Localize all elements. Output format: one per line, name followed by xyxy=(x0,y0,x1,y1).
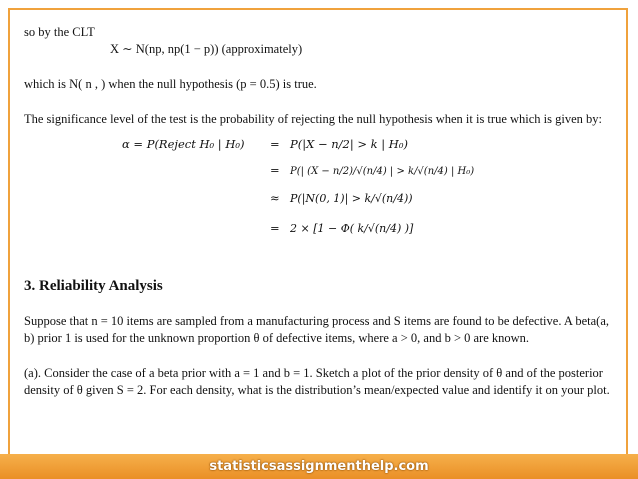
null-hypothesis-text: which is N( n , ) when the null hypothesis (p = 0.5) is true. xyxy=(24,77,317,91)
formula-expr-4: 2 × [1 − Φ( k/√(n/4) )] xyxy=(290,222,414,235)
formula-op-3: ≈ xyxy=(270,191,280,205)
part-a-paragraph: (a). Consider the case of a beta prior with a = 1 and b = 1. Sketch a plot of the prior density of θ and of the posterior density of θ given S = 2. For each density, what is the distribution’s mean/expected value and identify it on your plot. xyxy=(24,366,610,397)
footer-banner xyxy=(0,454,638,479)
formula-expr-2: P(| (X − n/2)/√(n/4) | > k/√(n/4) | H₀) xyxy=(290,166,475,177)
section-title: 3. Reliability Analysis xyxy=(24,278,163,294)
clt-intro: so by the CLT xyxy=(24,25,95,39)
formula-expr-3: P(|N(0, 1)| > k/√(n/4)) xyxy=(290,192,413,205)
problem-paragraph: Suppose that n = 10 items are sampled from a manufacturing process and S items are found to be defective. A beta(a, b) prior 1 is used for the unknown proportion θ of defective items, where a > 0, and b > 0 are known. xyxy=(24,314,610,345)
formula-expr-1: P(|X − n/2| > k | H₀) xyxy=(290,137,408,151)
footer-site-link[interactable]: statisticsassignmenthelp.com xyxy=(209,459,429,474)
formula-lhs: α = P(Reject H₀ | H₀) xyxy=(122,137,245,151)
significance-text: The significance level of the test is the probability of rejecting the null hypothesis when it is true which is given by: xyxy=(24,112,602,126)
formula-op-4: = xyxy=(270,221,280,235)
significance-formula-image xyxy=(120,134,475,248)
clt-formula: X ∼ N(np, np(1 − p)) (approximately) xyxy=(110,42,303,56)
formula-op-2: = xyxy=(270,163,280,177)
formula-op-1: = xyxy=(270,137,280,151)
slide-content xyxy=(24,24,616,399)
